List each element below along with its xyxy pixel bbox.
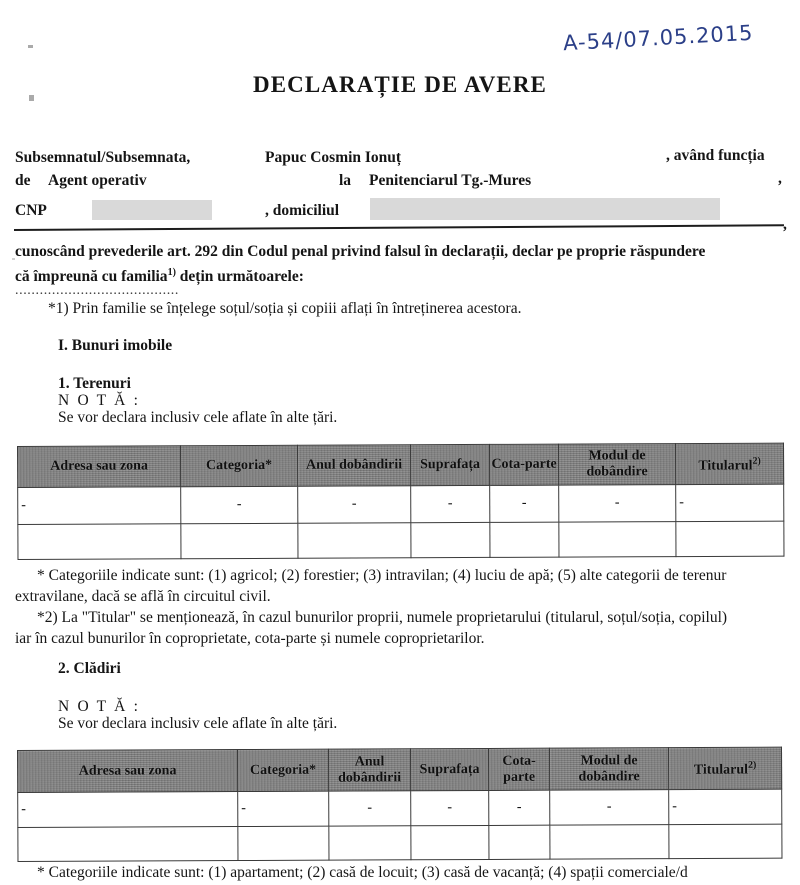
cell-anul [298,523,411,558]
subsection-heading-cladiri: 2. Clădiri [58,660,121,677]
cell-anul: - [329,791,411,826]
footnote-terenuri-line-1: * Categoriile indicate sunt: (1) agricol; (2) forestier; (3) intravilan; (4) luciu de apă; (5) alte categorii de terenur [37,567,727,584]
th-titularul-label: Titularul [698,458,753,474]
cell-anul [329,826,411,860]
function-value: Agent operativ [48,172,147,189]
cnp-redacted-field [92,200,212,220]
cell-categoria: - [238,791,329,826]
scan-speck [28,45,33,48]
table-row [18,521,784,559]
cell-suprafata: - [411,485,490,522]
cell-adresa: - [18,792,238,828]
table-cladiri [17,747,782,862]
comma-after-domiciliu: , [783,216,787,233]
cell-adresa: - [18,487,181,525]
th-categoria: Categoria* [238,749,329,791]
footnote-terenuri-line-2: extravilane, dacă se află în circuitul civil. [15,588,271,605]
handwritten-registration-number: A-54/07.05.2015 [562,20,755,56]
th-titularul [668,747,781,789]
cell-cota-parte [489,825,550,859]
cell-categoria: - [181,486,298,524]
institution-value: Penitenciarul Tg.-Mures [369,172,532,189]
nota-text-terenuri: Se vor declara inclusiv cele aflate în alte țări. [58,409,338,426]
label-subsemnatul: Subsemnatul/Subsemnata, [15,149,191,166]
th-suprafata: Suprafața [410,748,488,790]
cell-modul [550,825,669,860]
footnote-terenuri-line-3: *2) La "Titular" se menționează, în cazul bunurilor proprii, numele proprietarului (titularul, soțul/soția, copilul) [37,609,728,626]
cell-titular [669,824,782,858]
table-cladiri-header-row [18,747,782,792]
th-cota-parte: Cota-parte [489,444,558,485]
label-cnp: CNP [15,202,47,219]
cell-suprafata: - [411,790,489,825]
declaration-line-1: cunoscând prevederile art. 292 din Codul penal privind falsul în declarații, declar pe proprie răspundere [15,243,706,260]
th-categoria: Categoria* [181,445,298,487]
th-modul-de-dobandire: Modul de dobândire [558,444,675,486]
declaration-line-2-tail: dețin următoarele: [175,268,304,286]
footnote-family-definition: *1) Prin familie se înțelege soțul/soția și copiii aflați în întreținerea acestora. [48,300,522,317]
label-la: la [339,172,352,189]
cell-cota-parte: - [490,485,559,522]
th-modul-de-dobandire: Modul de dobândire [549,748,668,791]
label-domiciliul: , domiciliul [265,202,340,219]
th-adresa-sau-zona: Adresa sau zona [18,750,238,793]
declaration-family-superscript: 1) [167,267,176,278]
cell-categoria [181,523,298,559]
cell-cota-parte [490,522,559,557]
th-suprafata: Suprafața [410,444,489,485]
nota-label-terenuri: N O T Ă : [58,392,141,409]
cell-titular: - [669,789,782,824]
declarant-name-value: Papuc Cosmin Ionuț [265,149,402,166]
th-adresa-sau-zona: Adresa sau zona [18,446,181,488]
cell-modul: - [550,790,669,826]
cell-titular [676,521,784,556]
domiciliu-redacted-field [370,198,720,220]
th-titularul-superscript: 2) [747,759,757,771]
page-title: DECLARAȚIE DE AVERE [253,72,547,97]
cell-anul: - [298,486,411,523]
table-terenuri [17,443,784,560]
table-row [18,484,784,524]
cell-modul: - [559,485,676,523]
cell-adresa [18,524,181,560]
section-heading-bunuri-imobile: I. Bunuri imobile [58,337,173,354]
th-cota-parte: Cota-parte [488,748,549,790]
subsection-heading-terenuri: 1. Terenuri [58,375,131,392]
cell-titular: - [676,484,784,521]
declaration-line-2-text: că împreună cu familia [15,268,168,286]
cell-categoria [238,826,329,860]
comma-after-institution: , [778,170,782,187]
nota-label-cladiri: N O T Ă : [58,698,141,715]
th-anul-dobandirii: Anul dobândirii [297,445,410,486]
footnote-terenuri-line-4: iar în cazul bunurilor în coproprietate, cota-parte și numele coproprietarilor. [15,630,485,647]
cell-adresa [18,827,238,862]
nota-text-cladiri: Se vor declara inclusiv cele aflate în alte țări. [58,715,338,732]
label-avand-functia: , având funcția [666,147,765,164]
dotted-separator: ........................................ [15,283,179,298]
th-anul-dobandirii: Anul dobândirii [328,749,410,791]
label-de: de [15,172,31,189]
cell-cota-parte: - [489,790,550,825]
th-titularul-superscript: 2) [752,455,761,467]
footnote-cladiri-line-1: * Categoriile indicate sunt: (1) apartament; (2) casă de locuit; (3) casă de vacanță; (4) spații comerciale/d [37,864,688,881]
identity-underline [14,224,784,231]
cell-suprafata [411,522,490,557]
table-row [18,824,782,861]
table-row [18,789,782,827]
table-terenuri-header-row [18,443,784,487]
th-titularul-label: Titularul [693,762,749,778]
cell-modul [559,522,676,558]
th-titularul [675,443,783,484]
cell-suprafata [411,825,489,859]
